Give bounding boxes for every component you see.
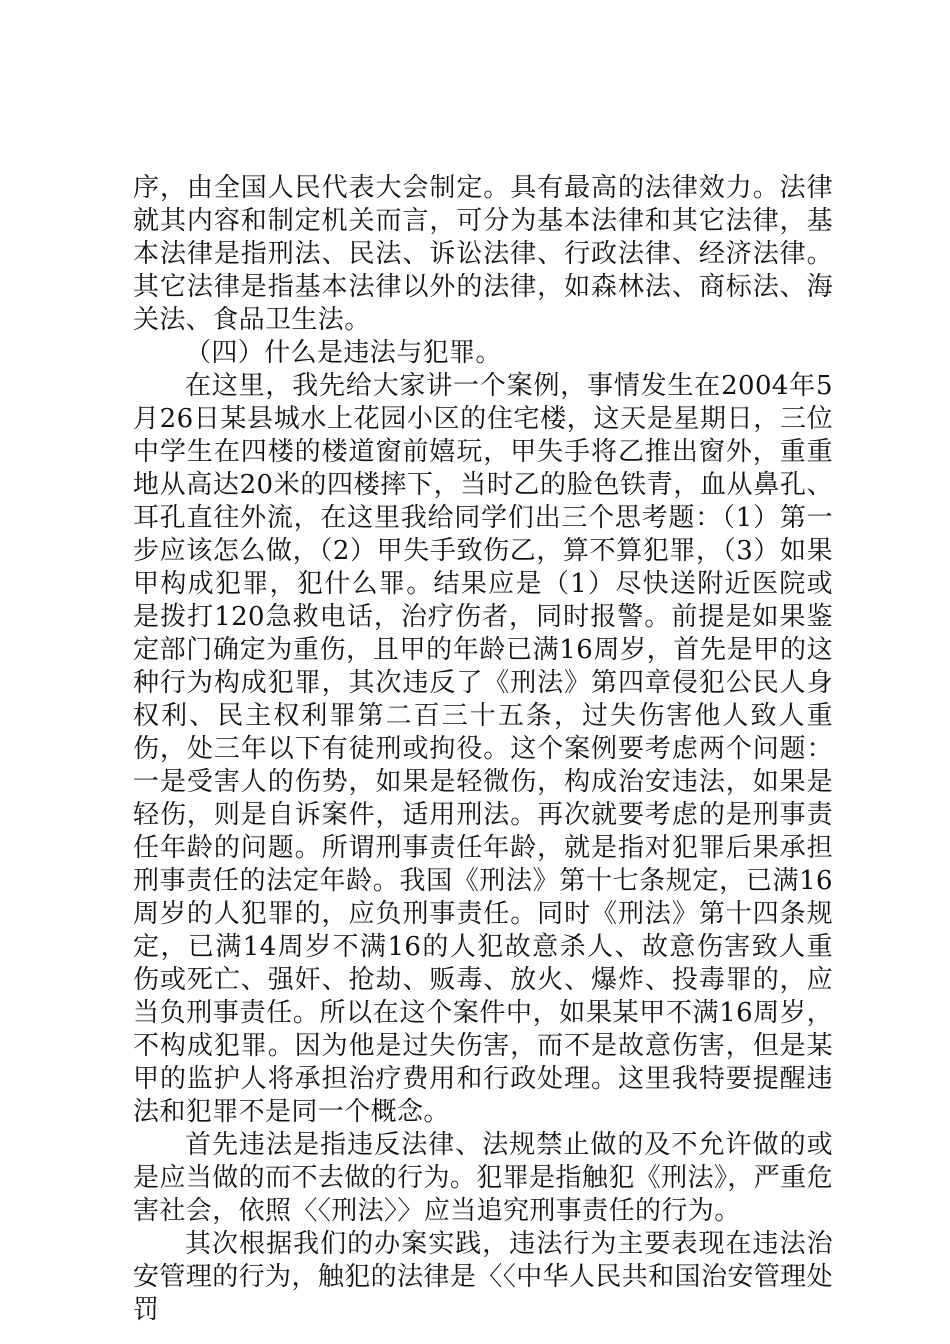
document-body — [133, 172, 833, 1327]
paragraph-3-case: 在这里，我先给大家讲一个案例，事情发生在2004年5月26日某县城水上花园小区的住宅楼，这天是星期日，三位中学生在四楼的楼道窗前嬉玩，甲失手将乙推出窗外，重重地从高达20米的四楼摔下，当时乙的脸色铁青，血从鼻孔、耳孔直往外流，在这里我给同学们出三个思考题：（1）第一步应该怎么做，（2）甲失手致伤乙，算不算犯罪，（3）如果甲构成犯罪，犯什么罪。结果应是（1）尽快送附近医院或是拨打120急救电话，治疗伤者，同时报警。前提是如果鉴定部门确定为重伤，且甲的年龄已满16周岁，首先是甲的这种行为构成犯罪，其次违反了《刑法》第四章侵犯公民人身权利、民主权利罪第二百三十五条，过失伤害他人致人重伤，处三年以下有徒刑或拘役。这个案例要考虑两个问题：一是受害人的伤势，如果是轻微伤，构成治安违法，如果是轻伤，则是自诉案件，适用刑法。再次就要考虑的是刑事责任年龄的问题。所谓刑事责任年龄，就是指对犯罪后果承担刑事责任的法定年龄。我国《刑法》第十七条规定，已满16周岁的人犯罪的，应负刑事责任。同时《刑法》第十四条规定，已满14周岁不满16的人犯故意杀人、故意伤害致人重伤或死亡、强奸、抢劫、贩毒、放火、爆炸、投毒罪的，应当负刑事责任。所以在这个案件中，如果某甲不满16周岁，不构成犯罪。因为他是过失伤害，而不是故意伤害，但是某甲的监护人将承担治疗费用和行政处理。这里我特要提醒违法和犯罪不是同一个概念。 — [133, 371, 833, 1127]
paragraph-4-definition: 首先违法是指违反法律、法规禁止做的及不允许做的或是应当做的而不去做的行为。犯罪是指触犯《刑法》，严重危害社会，依照〈〈刑法〉〉应当追究刑事责任的行为。 — [133, 1130, 833, 1226]
paragraph-1: 序，由全国人民代表大会制定。具有最高的法律效力。法律就其内容和制定机关而言，可分为基本法律和其它法律，基本法律是指刑法、民法、诉讼法律、行政法律、经济法律。其它法律是指基本法律以外的法律，如森林法、商标法、海关法、食品卫生法。 — [133, 173, 833, 335]
paragraph-5-practice: 其次根据我们的办案实践，违法行为主要表现在违法治安管理的行为，触犯的法律是〈〈中华人民共和国治安管理处罚 — [133, 1229, 833, 1325]
paragraph-2-heading: （四）什么是违法与犯罪。 — [185, 338, 502, 368]
